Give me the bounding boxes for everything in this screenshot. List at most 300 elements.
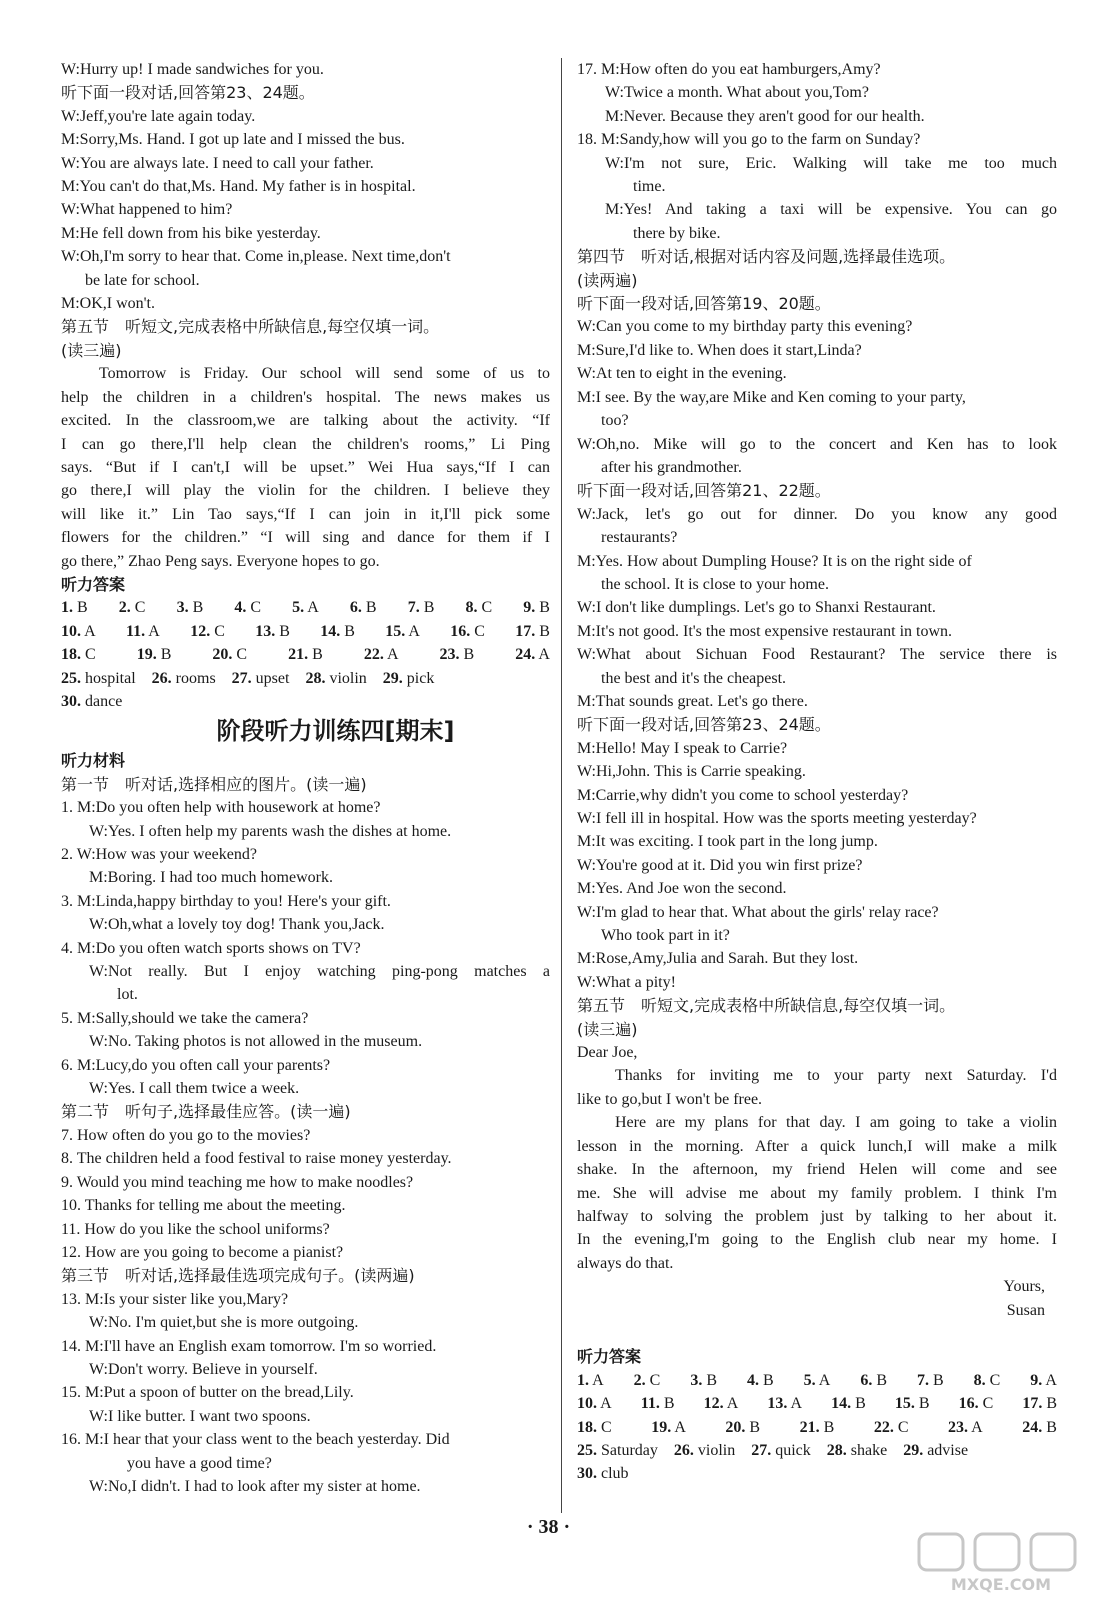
answer-item (704, 1392, 739, 1415)
answer-value: A (84, 622, 96, 640)
answer-number: 7. (916, 1371, 929, 1389)
text-line: 13. M:Is your sister like you,Mary? (61, 1290, 289, 1308)
text-line: M:OK,I won't. (61, 295, 155, 313)
answer-item (305, 667, 366, 690)
answer-value: B (663, 1395, 675, 1413)
answer-value: club (601, 1465, 629, 1483)
text-line: like to go,but I won't be free. (577, 1090, 763, 1108)
text-line: M:It was exciting. I took part in the long jump. (577, 833, 878, 851)
text-line: W:What a pity! (577, 973, 676, 991)
answer-number: 5. (292, 599, 305, 617)
right-text-block (577, 58, 1057, 1369)
answer-value: B (463, 646, 475, 664)
answer-item (800, 1416, 835, 1439)
answer-value: B (279, 622, 290, 640)
answer-item (126, 620, 160, 643)
answer-item (523, 596, 550, 619)
answer-number: 19. (651, 1418, 672, 1436)
text-line: 8. The children held a food festival to raise money yesterday. (61, 1150, 452, 1168)
answer-value: A (726, 1395, 739, 1413)
answer-value: B (855, 1395, 866, 1413)
text-line: W:I like butter. I want two spoons. (89, 1407, 311, 1425)
text-line: M:Carrie,why didn't you come to school yesterday? (577, 786, 909, 804)
answer-item (61, 643, 96, 666)
text-line: M:Hello! May I speak to Carrie? (577, 739, 788, 757)
text-line: W:Jeff,you're late again today. (61, 107, 256, 125)
text-line: 听下面一段对话,回答第23、24题。 (61, 83, 315, 103)
text-line: halfway to solving the problem just by talking to her about it. (577, 1207, 1057, 1225)
answer-number: 7. (407, 599, 420, 617)
answer-value: A (790, 1395, 803, 1413)
answer-number: 3. (690, 1371, 703, 1389)
text-line: 12. How are you going to become a pianist? (61, 1243, 344, 1261)
answer-value: A (307, 599, 319, 617)
text-line: me. She will advise me about my family problem. I think I'm (577, 1184, 1057, 1202)
text-line: W:I don't like dumplings. Let's go to Shanxi Restaurant. (577, 599, 936, 617)
right-answer-key (577, 1369, 1057, 1486)
text-line: M:That sounds great. Let's go there. (577, 692, 808, 710)
text-line: 9. Would you mind teaching me how to make noodles? (61, 1173, 414, 1191)
text-line: W:I fell ill in hospital. How was the sports meeting yesterday? (577, 810, 977, 827)
text-line: help the children in a children's hospital. The news makes us (61, 388, 550, 406)
answer-value: B (539, 622, 550, 640)
answer-value: violin (697, 1441, 736, 1459)
text-line: M:Rose,Amy,Julia and Sarah. But they lost. (577, 950, 859, 968)
text-line (577, 1322, 1057, 1345)
answer-number: 28. (826, 1441, 847, 1459)
answer-number: 21. (799, 1418, 820, 1436)
text-line: W:Yes. I often help my parents wash the dishes at home. (89, 822, 452, 840)
answer-number: 29. (382, 669, 403, 687)
text-line: M:Boring. I had too much homework. (89, 869, 333, 887)
answer-item (948, 1416, 983, 1439)
text-line: 第一节 听对话,选择相应的图片。(读一遍) (61, 774, 367, 794)
answer-item (577, 1416, 612, 1439)
answer-item (959, 1392, 994, 1415)
text-line: Tomorrow is Friday. Our school will send some of us to (99, 365, 550, 383)
answer-value: C (134, 599, 146, 617)
answer-value: B (192, 599, 204, 617)
text-line: M:Sure,I'd like to. When does it start,Linda? (577, 341, 862, 359)
answer-item (674, 1439, 735, 1462)
answer-item (255, 620, 290, 643)
text-line: 听力答案 (61, 574, 126, 594)
answer-value: B (365, 599, 377, 617)
answer-number: 24. (515, 646, 536, 664)
text-line: 第四节 听对话,根据对话内容及问题,选择最佳选项。 (577, 247, 956, 267)
answer-value: B (160, 646, 172, 664)
answer-number: 15. (894, 1395, 915, 1413)
answer-number: 2. (633, 1371, 646, 1389)
text-line: 17. M:How often do you eat hamburgers,Amy? (577, 61, 881, 78)
text-line: the best and it's the cheapest. (601, 669, 787, 687)
answer-number: 14. (831, 1395, 852, 1413)
answer-value: C (897, 1418, 909, 1436)
answer-value: A (408, 622, 420, 640)
text-line: 2. W:How was your weekend? (61, 846, 257, 863)
answer-value: B (77, 599, 88, 617)
answer-value: advise (927, 1441, 969, 1459)
answer-item (61, 667, 136, 690)
answer-number: 12. (190, 622, 211, 640)
answer-value: B (706, 1371, 717, 1389)
text-line: Susan (1006, 1301, 1045, 1319)
answer-value: Saturday (601, 1441, 658, 1459)
text-line: W:Not really. But I enjoy watching ping-pong matches a (89, 963, 550, 981)
answer-number: 11. (126, 622, 146, 640)
answer-item (804, 1369, 831, 1392)
text-line: (读三遍) (577, 1019, 638, 1039)
text-line: will like it.” Lin Tao says,“If I can join in it,I'll pick some (61, 505, 550, 523)
answer-item (408, 596, 435, 619)
answer-number: 29. (903, 1441, 924, 1459)
answer-item (1022, 1416, 1057, 1439)
text-line: 16. M:I hear that your class went to the beach yesterday. Did (61, 1431, 450, 1449)
answer-item (634, 1369, 661, 1392)
answer-item (61, 596, 88, 619)
answer-value: A (674, 1418, 686, 1436)
answer-number: 12. (703, 1395, 724, 1413)
answer-number: 20. (212, 646, 233, 664)
left-text-block-1 (61, 58, 550, 596)
text-line: 5. M:Sally,should we take the camera? (61, 1009, 309, 1027)
answer-value: C (982, 1395, 994, 1413)
answer-item (350, 596, 377, 619)
text-line: W:What about Sichuan Food Restaurant? The service there is (577, 646, 1057, 664)
answer-number: 23. (948, 1418, 969, 1436)
text-line: M:Yes! And taking a taxi will be expensive. You can go (605, 201, 1057, 219)
answer-item (119, 596, 146, 619)
text-line: 15. M:Put a spoon of butter on the bread,Lily. (61, 1384, 354, 1402)
answer-number: 5. (803, 1371, 816, 1389)
text-line: W:Oh,what a lovely toy dog! Thank you,Jack. (89, 916, 385, 934)
text-line: restaurants? (601, 529, 678, 547)
answer-item (651, 1416, 686, 1439)
text-line: W:Hurry up! I made sandwiches for you. (61, 61, 324, 78)
text-line: 11. How do you like the school uniforms? (61, 1220, 330, 1238)
answer-item (903, 1439, 968, 1462)
answer-value: C (989, 1371, 1001, 1389)
answer-number: 10. (577, 1395, 597, 1413)
answer-row (577, 1416, 1057, 1439)
answer-value: B (876, 1371, 887, 1389)
answer-value: B (918, 1395, 930, 1413)
answer-item (450, 620, 485, 643)
answer-number: 4. (746, 1371, 759, 1389)
answer-value: C (649, 1371, 661, 1389)
right-column (577, 58, 1057, 1486)
answer-number: 14. (320, 622, 341, 640)
text-line: W:No. Taking photos is not allowed in the museum. (89, 1033, 423, 1051)
answer-value: C (474, 622, 485, 640)
answer-item (137, 643, 172, 666)
left-text-block-2 (61, 749, 550, 1498)
answer-number: 22. (873, 1418, 894, 1436)
answer-value: A (600, 1395, 612, 1413)
text-line: I can go there,I'll help clean the children's rooms,” Li Ping (61, 435, 550, 453)
text-line: W:Don't worry. Believe in yourself. (89, 1360, 318, 1378)
answer-number: 16. (958, 1395, 979, 1413)
answer-number: 9. (1030, 1371, 1043, 1389)
text-line: W:Oh,I'm sorry to hear that. Come in,please. Next time,don't (61, 248, 451, 266)
text-line: go there,” Zhao Peng says. Everyone hopes to go. (61, 552, 380, 570)
answer-item (190, 620, 225, 643)
answer-item (383, 667, 435, 690)
answer-number: 16. (450, 622, 471, 640)
answer-item (860, 1369, 887, 1392)
answer-value: violin (329, 669, 367, 687)
text-line: 3. M:Linda,happy birthday to you! Here's your gift. (61, 892, 391, 910)
answer-value: C (236, 646, 248, 664)
answer-number: 13. (255, 622, 276, 640)
text-line: M:You can't do that,Ms. Hand. My father is in hospital. (61, 178, 416, 196)
text-line: after his grandmother. (601, 458, 742, 476)
answer-value: quick (775, 1441, 811, 1459)
answer-value: A (1045, 1371, 1057, 1389)
text-line: Here are my plans for that day. I am going to take a violin (615, 1114, 1057, 1132)
text-line: 18. M:Sandy,how will you go to the farm on Sunday? (577, 131, 921, 149)
left-column (61, 58, 550, 1498)
text-line: W:You're good at it. Did you win first prize? (577, 856, 863, 874)
answer-value: A (971, 1418, 983, 1436)
answer-item (917, 1369, 944, 1392)
answer-number: 11. (640, 1395, 660, 1413)
text-line: W:Hi,John. This is Carrie speaking. (577, 763, 806, 781)
text-line: W:At ten to eight in the evening. (577, 365, 787, 383)
text-line: says. “But if I can't,I will be upset.” Wei Hua says,“If I can (61, 458, 550, 476)
text-line: lot. (117, 986, 138, 1004)
text-line: Who took part in it? (601, 927, 730, 945)
text-line: M:He fell down from his bike yesterday. (61, 224, 321, 242)
answer-number: 8. (973, 1371, 986, 1389)
answer-number: 10. (61, 622, 81, 640)
text-line: W:Can you come to my birthday party this evening? (577, 318, 913, 336)
answer-item (320, 620, 355, 643)
text-line: M:Yes. How about Dumpling House? It is on the right side of (577, 552, 972, 570)
page-number: · 38 · (526, 1516, 571, 1538)
answer-item (974, 1369, 1001, 1392)
answer-item (827, 1439, 887, 1462)
answer-value: C (601, 1418, 612, 1436)
answer-item (690, 1369, 717, 1392)
text-line: there by bike. (633, 224, 721, 242)
answer-value: B (749, 1418, 761, 1436)
answer-value: upset (255, 669, 290, 687)
answer-number: 25. (577, 1441, 597, 1459)
answer-row (61, 667, 550, 690)
text-line: you have a good time? (127, 1454, 272, 1472)
text-line: (读两遍) (577, 270, 638, 290)
answer-value: C (214, 622, 225, 640)
answer-value: C (481, 599, 493, 617)
answer-number: 30. (61, 692, 81, 710)
answer-number: 17. (515, 622, 536, 640)
answer-number: 8. (465, 599, 478, 617)
text-line: too? (601, 412, 629, 430)
text-line: 听下面一段对话,回答第21、22题。 (577, 481, 831, 501)
answer-item (1022, 1392, 1057, 1415)
answer-number: 22. (363, 646, 384, 664)
answer-item (577, 1462, 629, 1485)
text-line: excited. In the classroom,we are talking about the activity. “If (61, 412, 550, 430)
answer-item (895, 1392, 930, 1415)
answer-item (232, 667, 290, 690)
answer-number: 27. (231, 669, 252, 687)
text-line: Thanks for inviting me to your party next Saturday. I'd (615, 1067, 1057, 1085)
watermark-text: MXQE.COM (950, 1575, 1052, 1594)
answer-number: 23. (439, 646, 460, 664)
answer-item (751, 1439, 811, 1462)
answer-value: B (762, 1371, 774, 1389)
text-line: M:Sorry,Ms. Hand. I got up late and I missed the bus. (61, 131, 405, 149)
text-line: (读三遍) (61, 340, 122, 360)
answer-row (577, 1439, 1057, 1462)
answer-number: 9. (523, 599, 536, 617)
answer-item (831, 1392, 866, 1415)
answer-item (641, 1392, 675, 1415)
text-line: W:You are always late. I need to call your father. (61, 154, 374, 172)
text-line: W:Jack, let's go out for dinner. Do you know any good (577, 505, 1057, 523)
answer-row (61, 690, 550, 713)
answer-item (767, 1392, 802, 1415)
answer-value: B (823, 1418, 835, 1436)
text-line: always do that. (577, 1254, 674, 1272)
answer-item (292, 596, 319, 619)
answer-number: 13. (767, 1395, 788, 1413)
text-line: W:Twice a month. What about you,Tom? (605, 84, 869, 102)
text-line: 第五节 听短文,完成表格中所缺信息,每空仅填一词。 (61, 317, 440, 337)
answer-value: A (538, 646, 550, 664)
text-line: In the evening,I'm going to the English club near my home. I (577, 1231, 1057, 1249)
text-line: W:What happened to him? (61, 201, 233, 219)
answer-value: shake (850, 1441, 888, 1459)
text-line: W:I'm not sure, Eric. Walking will take me too much (605, 154, 1057, 172)
answer-number: 6. (860, 1371, 873, 1389)
answer-number: 18. (577, 1418, 597, 1436)
answer-value: dance (85, 692, 123, 710)
answer-value: rooms (175, 669, 216, 687)
text-line: W:No,I didn't. I had to look after my sister at home. (89, 1477, 421, 1495)
text-line: time. (633, 178, 666, 196)
left-answer-key (61, 596, 550, 713)
text-line: the school. It is close to your home. (601, 575, 829, 593)
answer-item (61, 620, 96, 643)
answer-item (515, 643, 550, 666)
answer-item (1030, 1369, 1057, 1392)
answer-number: 30. (577, 1465, 597, 1483)
answer-number: 6. (349, 599, 362, 617)
text-line: go there,I will play the violin for the children. I believe they (61, 482, 550, 500)
answer-value: hospital (85, 669, 136, 687)
answer-row (577, 1369, 1057, 1392)
answer-item (465, 596, 492, 619)
answer-value: B (1046, 1418, 1057, 1436)
section-title: 阶段听力训练四[期末] (216, 717, 455, 746)
answer-number: 28. (305, 669, 326, 687)
answer-value: B (932, 1371, 944, 1389)
text-line: M:I see. By the way,are Mike and Ken coming to your party, (577, 388, 966, 406)
answer-value: C (85, 646, 96, 664)
answer-number: 21. (288, 646, 309, 664)
answer-value: B (344, 622, 355, 640)
answer-item (152, 667, 216, 690)
answer-item (385, 620, 420, 643)
answer-item (577, 1369, 604, 1392)
answer-item (364, 643, 399, 666)
answer-number: 17. (1022, 1395, 1043, 1413)
answer-item (61, 690, 122, 713)
answer-number: 27. (751, 1441, 772, 1459)
answer-number: 3. (176, 599, 189, 617)
text-line: 10. Thanks for telling me about the meeting. (61, 1197, 346, 1215)
answer-value: B (312, 646, 323, 664)
answer-value: pick (406, 669, 435, 687)
answer-number: 26. (151, 669, 172, 687)
answer-item (177, 596, 204, 619)
text-line: shake. In the afternoon, my friend Helen will come and see (577, 1161, 1057, 1179)
answer-value: A (818, 1371, 831, 1389)
answer-number: 25. (61, 669, 81, 687)
answer-number: 15. (385, 622, 406, 640)
answer-number: 2. (118, 599, 131, 617)
text-line: be late for school. (85, 271, 200, 289)
text-line: 第五节 听短文,完成表格中所缺信息,每空仅填一词。 (577, 996, 956, 1016)
text-line: 第三节 听对话,选择最佳选项完成句子。(读两遍) (61, 1266, 415, 1286)
answer-value: B (1046, 1395, 1057, 1413)
answer-item (747, 1369, 774, 1392)
text-line: M:Yes. And Joe won the second. (577, 880, 787, 898)
text-line: W:Yes. I call them twice a week. (89, 1080, 300, 1098)
answer-item (725, 1416, 760, 1439)
answer-value: C (250, 599, 262, 617)
watermark-logo (911, 1530, 1091, 1596)
text-line: Dear Joe, (577, 1044, 638, 1062)
answer-row (577, 1462, 1057, 1485)
text-line: 听下面一段对话,回答第19、20题。 (577, 294, 831, 314)
answer-item (515, 620, 550, 643)
text-line: 4. M:Do you often watch sports shows on TV? (61, 939, 361, 957)
answer-item (440, 643, 475, 666)
answer-number: 24. (1022, 1418, 1043, 1436)
text-line: 听下面一段对话,回答第23、24题。 (577, 715, 831, 735)
column-divider (561, 58, 562, 1513)
text-line: 1. M:Do you often help with housework at home? (61, 799, 381, 817)
answer-number: 4. (234, 599, 247, 617)
text-line: Yours, (1003, 1278, 1045, 1296)
answer-item (288, 643, 323, 666)
answer-item (874, 1416, 909, 1439)
answer-value: A (386, 646, 399, 664)
answer-number: 26. (673, 1441, 694, 1459)
answer-value: A (592, 1371, 604, 1389)
text-line: M:Never. Because they aren't good for our health. (605, 107, 925, 125)
text-line: W:I'm glad to hear that. What about the girls' relay race? (577, 903, 939, 921)
answer-item (577, 1439, 658, 1462)
answer-value: A (148, 622, 160, 640)
answer-value: B (423, 599, 435, 617)
text-line: flowers for the children.” “I will sing and dance for them if I (61, 529, 550, 547)
answer-value: B (539, 599, 550, 617)
answer-row (61, 596, 550, 619)
answer-item (212, 643, 247, 666)
answer-row (577, 1392, 1057, 1415)
answer-number: 19. (136, 646, 157, 664)
text-line: 7. How often do you go to the movies? (61, 1126, 311, 1144)
text-line: 第二节 听句子,选择最佳应答。(读一遍) (61, 1102, 351, 1122)
text-line: M:It's not good. It's the most expensive restaurant in town. (577, 622, 953, 640)
text-line: W:No. I'm quiet,but she is more outgoing. (89, 1314, 359, 1332)
text-line: 6. M:Lucy,do you often call your parents? (61, 1056, 331, 1074)
